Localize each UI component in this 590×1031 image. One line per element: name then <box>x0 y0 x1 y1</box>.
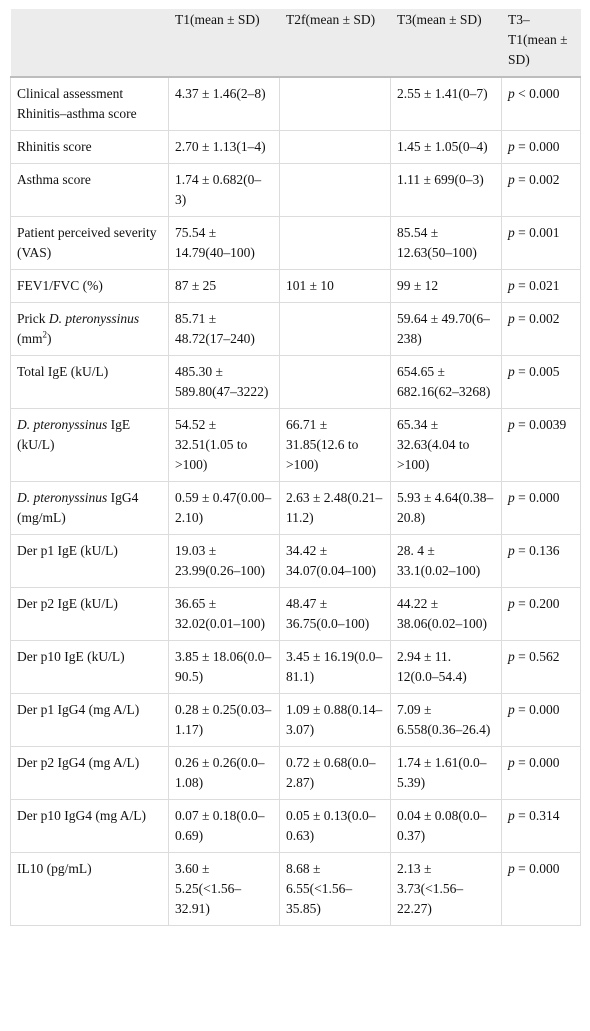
row-label-text: Patient perceived severity (VAS) <box>17 225 157 260</box>
p-value-text: = 0.005 <box>514 364 560 379</box>
table-row <box>11 853 581 926</box>
p-symbol: p <box>508 490 515 505</box>
p-value-text: = 0.001 <box>514 225 560 240</box>
cell-t3: 2.55 ± 1.41(0–7) <box>391 77 502 131</box>
cell-t3: 5.93 ± 4.64(0.38–20.8) <box>391 482 502 535</box>
p-symbol: p <box>508 596 515 611</box>
p-symbol: p <box>508 364 515 379</box>
row-label <box>11 270 169 303</box>
row-label <box>11 164 169 217</box>
cell-p-value <box>502 641 581 694</box>
cell-t3: 2.94 ± 11. 12(0.0–54.4) <box>391 641 502 694</box>
cell-t3: 59.64 ± 49.70(6–238) <box>391 303 502 356</box>
row-label-species: D. pteronyssinus <box>17 490 108 505</box>
cell-t1: 85.71 ± 48.72(17–240) <box>169 303 280 356</box>
table-body <box>11 77 581 926</box>
row-label-text: Clinical assessment Rhinitis–asthma score <box>17 86 137 121</box>
cell-t3: 7.09 ± 6.558(0.36–26.4) <box>391 694 502 747</box>
cell-p-value <box>502 482 581 535</box>
cell-p-value <box>502 853 581 926</box>
p-symbol: p <box>508 543 515 558</box>
cell-t1: 485.30 ± 589.80(47–3222) <box>169 356 280 409</box>
p-value-text: = 0.000 <box>514 702 560 717</box>
cell-t2f <box>280 217 391 270</box>
cell-t3: 44.22 ± 38.06(0.02–100) <box>391 588 502 641</box>
cell-p-value <box>502 303 581 356</box>
cell-t2f <box>280 77 391 131</box>
table-row <box>11 409 581 482</box>
header-t3-t1: T3–T1(mean ± SD) <box>502 9 581 77</box>
p-symbol: p <box>508 755 515 770</box>
cell-t2f: 1.09 ± 0.88(0.14–3.07) <box>280 694 391 747</box>
cell-t3: 1.11 ± 699(0–3) <box>391 164 502 217</box>
cell-t2f: 0.05 ± 0.13(0.0–0.63) <box>280 800 391 853</box>
cell-p-value <box>502 800 581 853</box>
table-row <box>11 270 581 303</box>
p-symbol: p <box>508 311 515 326</box>
p-value-text: = 0.002 <box>514 172 560 187</box>
cell-t3: 2.13 ± 3.73(<1.56–22.27) <box>391 853 502 926</box>
p-value-text: = 0.000 <box>514 139 560 154</box>
row-label-text: Rhinitis score <box>17 139 92 154</box>
cell-t2f <box>280 131 391 164</box>
cell-p-value <box>502 164 581 217</box>
row-label <box>11 588 169 641</box>
p-symbol: p <box>508 417 515 432</box>
row-label <box>11 535 169 588</box>
row-label <box>11 303 169 356</box>
row-label <box>11 409 169 482</box>
cell-t2f: 48.47 ± 36.75(0.0–100) <box>280 588 391 641</box>
cell-t2f: 3.45 ± 16.19(0.0–81.1) <box>280 641 391 694</box>
cell-t3: 65.34 ± 32.63(4.04 to >100) <box>391 409 502 482</box>
cell-t2f <box>280 303 391 356</box>
row-label-pre: Prick <box>17 311 49 326</box>
p-symbol: p <box>508 861 515 876</box>
row-label-text: Der p10 IgE (kU/L) <box>17 649 125 664</box>
cell-t1: 36.65 ± 32.02(0.01–100) <box>169 588 280 641</box>
cell-t1: 1.74 ± 0.682(0–3) <box>169 164 280 217</box>
p-symbol: p <box>508 86 515 101</box>
cell-t3: 1.74 ± 1.61(0.0–5.39) <box>391 747 502 800</box>
p-symbol: p <box>508 808 515 823</box>
p-value-text: = 0.0039 <box>514 417 567 432</box>
cell-t1: 0.26 ± 0.26(0.0–1.08) <box>169 747 280 800</box>
cell-t1: 3.85 ± 18.06(0.0–90.5) <box>169 641 280 694</box>
p-value-text: = 0.021 <box>514 278 560 293</box>
table-row <box>11 131 581 164</box>
row-label-text: IL10 (pg/mL) <box>17 861 92 876</box>
row-label-post: IgE (kU/L) <box>17 417 131 452</box>
header-t3: T3(mean ± SD) <box>391 9 502 77</box>
cell-t3: 28. 4 ± 33.1(0.02–100) <box>391 535 502 588</box>
row-label <box>11 641 169 694</box>
cell-t2f: 66.71 ± 31.85(12.6 to >100) <box>280 409 391 482</box>
p-value-text: = 0.562 <box>514 649 560 664</box>
row-label <box>11 77 169 131</box>
p-symbol: p <box>508 278 515 293</box>
table-row <box>11 303 581 356</box>
table-row <box>11 588 581 641</box>
p-value-text: = 0.000 <box>514 861 560 876</box>
cell-p-value <box>502 77 581 131</box>
row-label <box>11 482 169 535</box>
cell-t2f: 2.63 ± 2.48(0.21–11.2) <box>280 482 391 535</box>
row-label <box>11 217 169 270</box>
row-label-text: Total IgE (kU/L) <box>17 364 109 379</box>
p-symbol: p <box>508 702 515 717</box>
row-label <box>11 694 169 747</box>
cell-t3: 1.45 ± 1.05(0–4) <box>391 131 502 164</box>
cell-t1: 2.70 ± 1.13(1–4) <box>169 131 280 164</box>
table-row <box>11 217 581 270</box>
table-row <box>11 356 581 409</box>
row-label-text: Der p10 IgG4 (mg A/L) <box>17 808 146 823</box>
table-row <box>11 77 581 131</box>
table-row <box>11 164 581 217</box>
cell-t2f <box>280 164 391 217</box>
row-label-post: (mm <box>17 331 43 346</box>
cell-t1: 54.52 ± 32.51(1.05 to >100) <box>169 409 280 482</box>
header-row <box>11 9 581 77</box>
p-value-text: = 0.000 <box>514 755 560 770</box>
row-label <box>11 131 169 164</box>
table-row <box>11 800 581 853</box>
cell-p-value <box>502 131 581 164</box>
row-label-species: D. pteronyssinus <box>48 311 140 326</box>
cell-t2f: 8.68 ± 6.55(<1.56–35.85) <box>280 853 391 926</box>
row-label <box>11 800 169 853</box>
cell-t1: 0.28 ± 0.25(0.03–1.17) <box>169 694 280 747</box>
p-value-text: = 0.000 <box>514 490 560 505</box>
p-value-text: = 0.002 <box>514 311 560 326</box>
cell-t1: 87 ± 25 <box>169 270 280 303</box>
cell-t1: 75.54 ± 14.79(40–100) <box>169 217 280 270</box>
header-label <box>11 9 169 77</box>
cell-t1: 4.37 ± 1.46(2–8) <box>169 77 280 131</box>
p-value-text: = 0.136 <box>514 543 560 558</box>
cell-t1: 0.59 ± 0.47(0.00–2.10) <box>169 482 280 535</box>
results-table <box>10 9 581 926</box>
table-row <box>11 535 581 588</box>
cell-t2f: 34.42 ± 34.07(0.04–100) <box>280 535 391 588</box>
cell-p-value <box>502 588 581 641</box>
header-t1: T1(mean ± SD) <box>169 9 280 77</box>
results-table-container <box>10 9 580 926</box>
cell-t3: 99 ± 12 <box>391 270 502 303</box>
header-t2f: T2f(mean ± SD) <box>280 9 391 77</box>
cell-t1: 19.03 ± 23.99(0.26–100) <box>169 535 280 588</box>
row-label-end: ) <box>47 331 52 346</box>
row-label-text: Asthma score <box>17 172 91 187</box>
cell-t3: 654.65 ± 682.16(62–3268) <box>391 356 502 409</box>
table-row <box>11 482 581 535</box>
cell-t1: 0.07 ± 0.18(0.0–0.69) <box>169 800 280 853</box>
row-label-text: FEV1/FVC (%) <box>17 278 103 293</box>
p-value-text: = 0.200 <box>514 596 560 611</box>
table-header <box>11 9 581 77</box>
p-symbol: p <box>508 649 515 664</box>
cell-t2f: 0.72 ± 0.68(0.0–2.87) <box>280 747 391 800</box>
cell-p-value <box>502 535 581 588</box>
p-value-text: = 0.314 <box>514 808 560 823</box>
p-symbol: p <box>508 225 515 240</box>
cell-t3: 85.54 ± 12.63(50–100) <box>391 217 502 270</box>
row-label <box>11 356 169 409</box>
p-symbol: p <box>508 172 515 187</box>
cell-p-value <box>502 694 581 747</box>
cell-t2f <box>280 356 391 409</box>
row-label-text: Der p1 IgG4 (mg A/L) <box>17 702 140 717</box>
row-label-post: IgG4 (mg/mL) <box>17 490 139 525</box>
cell-t3: 0.04 ± 0.08(0.0–0.37) <box>391 800 502 853</box>
cell-p-value <box>502 217 581 270</box>
row-label-text: Der p2 IgG4 (mg A/L) <box>17 755 140 770</box>
cell-p-value <box>502 270 581 303</box>
row-label-species: D. pteronyssinus <box>17 417 108 432</box>
table-row <box>11 747 581 800</box>
table-row <box>11 694 581 747</box>
cell-p-value <box>502 747 581 800</box>
table-row <box>11 641 581 694</box>
row-label-text: Der p1 IgE (kU/L) <box>17 543 118 558</box>
p-symbol: p <box>508 139 515 154</box>
cell-t2f: 101 ± 10 <box>280 270 391 303</box>
row-label-text: Der p2 IgE (kU/L) <box>17 596 118 611</box>
row-label <box>11 853 169 926</box>
row-label-sup: 2 <box>42 329 47 340</box>
cell-p-value <box>502 409 581 482</box>
p-value-text: < 0.000 <box>514 86 560 101</box>
cell-p-value <box>502 356 581 409</box>
row-label <box>11 747 169 800</box>
cell-t1: 3.60 ± 5.25(<1.56–32.91) <box>169 853 280 926</box>
